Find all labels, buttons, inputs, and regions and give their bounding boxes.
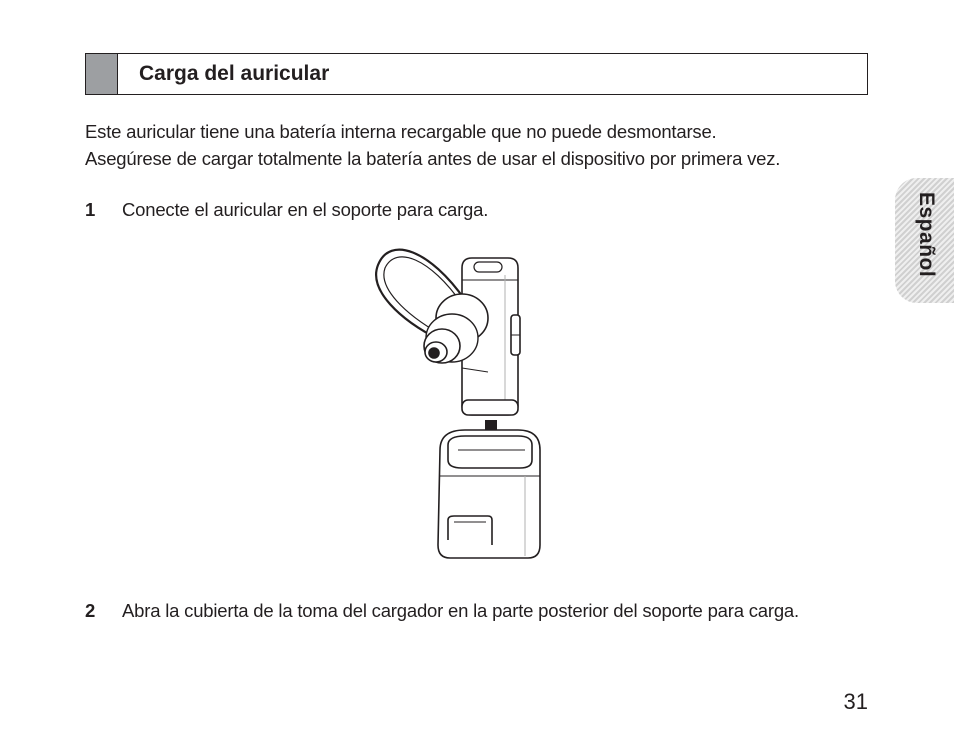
section-title: Carga del auricular: [139, 62, 330, 85]
section-title-box: [85, 53, 868, 95]
intro-paragraph: [85, 118, 885, 172]
title-color-swatch: [86, 54, 118, 94]
step-number: 2: [85, 600, 96, 621]
step-number: 1: [85, 199, 96, 220]
page-number: 31: [843, 689, 868, 714]
charging-cradle: [438, 430, 540, 558]
intro-line-2: Asegúrese de cargar totalmente la batería antes de usar el dispositivo por primera vez.: [85, 148, 781, 169]
step-text: Abra la cubierta de la toma del cargador en la parte posterior del soporte para carga.: [122, 600, 799, 621]
headset-charging-illustration: [370, 240, 550, 565]
language-tab-label: Español: [915, 192, 938, 278]
step-text: Conecte el auricular en el soporte para carga.: [122, 199, 489, 220]
intro-line-1: Este auricular tiene una batería interna recargable que no puede desmontarse.: [85, 121, 717, 142]
